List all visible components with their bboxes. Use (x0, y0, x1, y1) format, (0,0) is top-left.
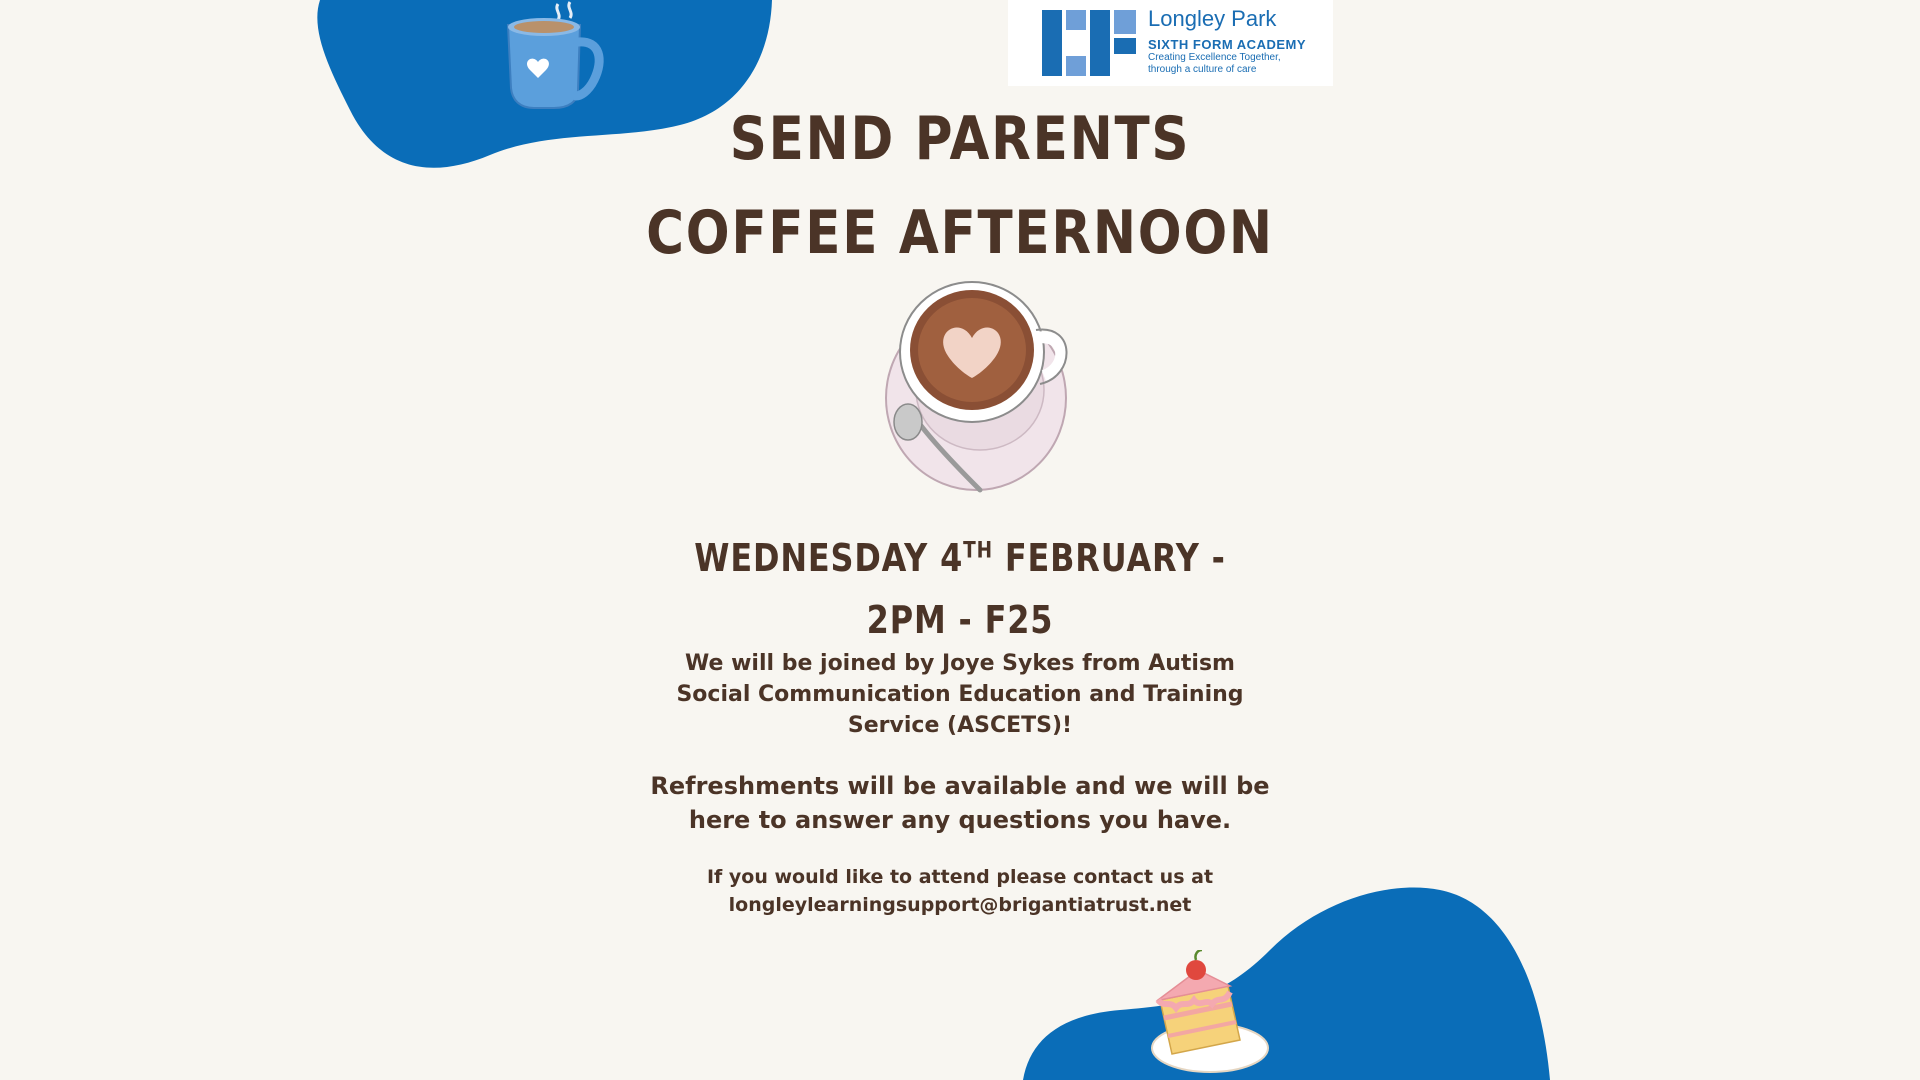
contact-email[interactable]: longleylearningsupport@brigantiatrust.net (728, 894, 1192, 916)
event-date-rest: FEBRUARY - (992, 536, 1226, 580)
guest-line1: We will be joined by Joye Sykes from Autism (685, 651, 1235, 676)
logo-tagline-line1: Creating Excellence Together, (1148, 52, 1281, 63)
event-date-suffix: TH (963, 538, 993, 564)
guest-line3: Service (ASCETS)! (847, 713, 1073, 738)
mug-icon (498, 0, 618, 115)
refresh-line1: Refreshments will be available and we will be (650, 772, 1270, 800)
event-date-prefix: WEDNESDAY 4 (694, 536, 964, 580)
page-title-line2: COFFEE AFTERNOON (646, 198, 1274, 268)
refresh-line2: here to answer any questions you have. (688, 806, 1232, 834)
logo-tagline (1148, 52, 1318, 76)
cake-slice-icon (1148, 950, 1273, 1075)
bottom-right-blob (1020, 880, 1560, 1080)
logo-name: Longley Park (1148, 6, 1277, 31)
guest-line2: Social Communication Education and Training (676, 682, 1244, 707)
contact-line1: If you would like to attend please contact us at (706, 866, 1214, 888)
guest-paragraph (640, 648, 1280, 741)
refreshments-paragraph (620, 769, 1300, 837)
school-logo-icon (1042, 10, 1142, 78)
page-title-line1: SEND PARENTS (729, 104, 1191, 174)
event-time-location: 2PM - F25 (866, 598, 1054, 642)
school-logo (1008, 0, 1333, 86)
coffee-cup-icon (880, 280, 1080, 500)
logo-subtitle: SIXTH FORM ACADEMY (1148, 37, 1307, 52)
event-date (624, 536, 1296, 580)
logo-tagline-line2: through a culture of care (1148, 64, 1257, 75)
